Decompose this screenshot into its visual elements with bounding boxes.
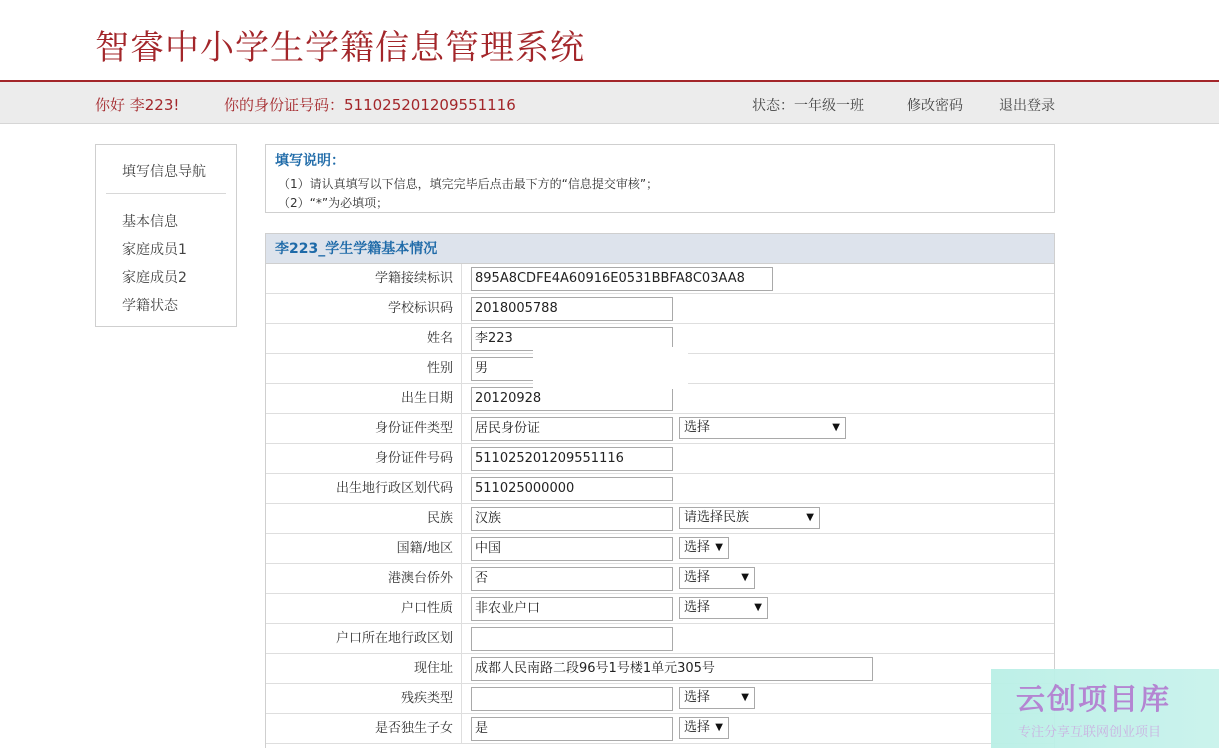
- only-child-input[interactable]: 是: [471, 717, 673, 741]
- select-value: 请选择民族: [684, 510, 750, 525]
- field-label: 出生日期: [266, 384, 462, 413]
- dropdown-arrow-icon: ▼: [806, 512, 814, 523]
- field-label: 户口所在地行政区划: [266, 624, 462, 653]
- instruction-line: （2）“*”为必填项；: [278, 196, 389, 210]
- select-value: 选择: [684, 600, 711, 615]
- user-greeting: 你好 李223!: [95, 96, 180, 114]
- field-label: 民族: [266, 504, 462, 533]
- form-heading: 李223_学生学籍基本情况: [266, 234, 1054, 264]
- field-label: 身份证件类型: [266, 414, 462, 443]
- nav-item-family-member-2[interactable]: 家庭成员2: [122, 270, 187, 286]
- field-label: 出生地行政区划代码: [266, 474, 462, 503]
- form-row: [266, 564, 1054, 594]
- select-value: 选择: [684, 420, 711, 435]
- only-child-select[interactable]: [679, 717, 729, 739]
- select-value: 选择: [684, 570, 711, 585]
- field-label: 港澳台侨外: [266, 564, 462, 593]
- field-label: 是否独生子女: [266, 714, 462, 743]
- household-type-input[interactable]: 非农业户口: [471, 597, 673, 621]
- form-row: [266, 534, 1054, 564]
- id-type-select[interactable]: [679, 417, 846, 439]
- user-bar: [0, 82, 1219, 124]
- overseas-chinese-input[interactable]: 否: [471, 567, 673, 591]
- dropdown-arrow-icon: ▼: [715, 722, 723, 733]
- form-navigation: [95, 144, 237, 327]
- dropdown-arrow-icon: ▼: [754, 602, 762, 613]
- disability-type-input[interactable]: [471, 687, 673, 711]
- household-region-input[interactable]: [471, 627, 673, 651]
- redaction-patch: [533, 347, 688, 389]
- watermark-logo: [991, 669, 1219, 748]
- change-password-link[interactable]: 修改密码: [907, 98, 963, 114]
- nav-item-family-member-1[interactable]: 家庭成员1: [122, 242, 187, 258]
- household-type-select[interactable]: [679, 597, 768, 619]
- form-row: [266, 714, 1054, 744]
- select-value: 选择: [684, 540, 711, 555]
- form-row: [266, 654, 1054, 684]
- field-label: 姓名: [266, 324, 462, 353]
- instructions-heading: 填写说明：: [275, 153, 345, 169]
- form-row: [266, 294, 1054, 324]
- app-title: 智睿中小学生学籍信息管理系统: [95, 28, 585, 68]
- user-id-number: 你的身份证号码：511025201209551116: [224, 96, 516, 114]
- dropdown-arrow-icon: ▼: [741, 692, 749, 703]
- birth-date-input[interactable]: 20120928: [471, 387, 673, 411]
- form-row: [266, 594, 1054, 624]
- field-label: 身份证件号码: [266, 444, 462, 473]
- field-label: 残疾类型: [266, 684, 462, 713]
- dropdown-arrow-icon: ▼: [741, 572, 749, 583]
- field-label: 性别: [266, 354, 462, 383]
- form-row: [266, 414, 1054, 444]
- watermark-title: 云创项目库: [1016, 682, 1172, 716]
- field-label: 学籍接续标识: [266, 264, 462, 293]
- form-row: [266, 684, 1054, 714]
- form-row: [266, 504, 1054, 534]
- birthplace-code-input[interactable]: 511025000000: [471, 477, 673, 501]
- student-basic-info-form: [265, 233, 1055, 748]
- form-row: [266, 624, 1054, 654]
- school-id-input[interactable]: 2018005788: [471, 297, 673, 321]
- gender-input[interactable]: 男: [471, 357, 673, 381]
- nav-divider: [106, 193, 226, 194]
- dropdown-arrow-icon: ▼: [832, 422, 840, 433]
- name-input[interactable]: 李223: [471, 327, 673, 351]
- form-row: [266, 444, 1054, 474]
- field-label: 学校标识码: [266, 294, 462, 323]
- logout-link[interactable]: 退出登录: [999, 98, 1055, 114]
- dropdown-arrow-icon: ▼: [715, 542, 723, 553]
- nationality-input[interactable]: 中国: [471, 537, 673, 561]
- id-number-input[interactable]: 511025201209551116: [471, 447, 673, 471]
- field-label: 国籍/地区: [266, 534, 462, 563]
- nationality-select[interactable]: [679, 537, 729, 559]
- app-header: [0, 0, 1219, 81]
- field-label: 现住址: [266, 654, 462, 683]
- instructions-box: [265, 144, 1055, 213]
- select-value: 选择: [684, 720, 711, 735]
- nav-title: 填写信息导航: [122, 164, 206, 180]
- instruction-line: （1）请认真填写以下信息，填完完毕后点击最下方的“信息提交审核”；: [278, 177, 659, 191]
- form-row: [266, 474, 1054, 504]
- select-value: 选择: [684, 690, 711, 705]
- current-address-input[interactable]: 成都人民南路二段96号1号楼1单元305号: [471, 657, 873, 681]
- class-status: 状态：一年级一班: [752, 98, 864, 114]
- nav-item-enrollment-status[interactable]: 学籍状态: [122, 298, 178, 314]
- nav-item-basic-info[interactable]: 基本信息: [122, 214, 178, 230]
- enrollment-link-id-input[interactable]: 895A8CDFE4A60916E0531BBFA8C03AA8: [471, 267, 773, 291]
- ethnicity-input[interactable]: 汉族: [471, 507, 673, 531]
- watermark-subtitle: 专注分享互联网创业项目: [1018, 725, 1162, 740]
- disability-type-select[interactable]: [679, 687, 755, 709]
- id-type-input[interactable]: 居民身份证: [471, 417, 673, 441]
- overseas-chinese-select[interactable]: [679, 567, 755, 589]
- field-label: 户口性质: [266, 594, 462, 623]
- form-row: [266, 264, 1054, 294]
- ethnicity-select[interactable]: [679, 507, 820, 529]
